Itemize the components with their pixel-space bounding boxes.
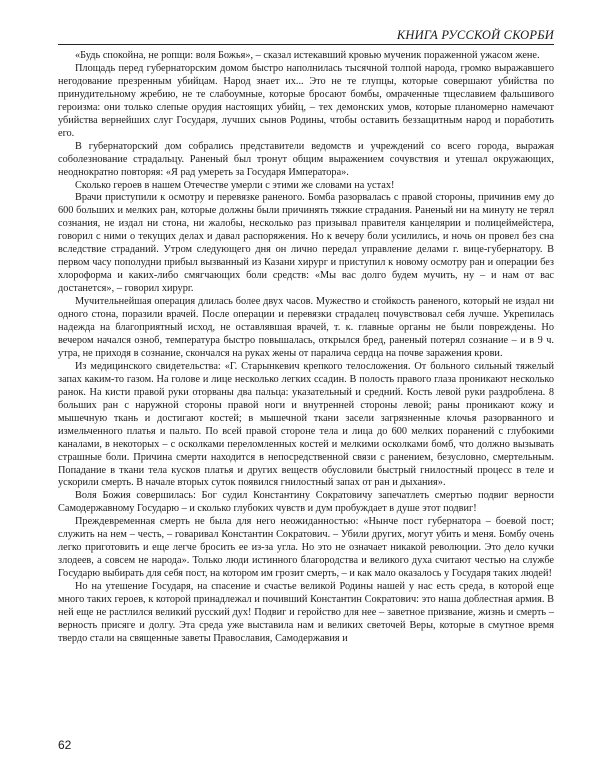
text-body	[58, 50, 554, 646]
paragraph: Воля Божия совершилась: Бог судил Константину Сократовичу запечатлеть смертью подвиг верности Самодержавному Государю – и сколько глубоких чувств и дум пробуждает в душе этот подвиг!	[58, 490, 554, 515]
paragraph: «Будь спокойна, не ропщи: воля Божья», – сказал истекавший кровью мученик пораженной ужасом жене.	[75, 50, 540, 61]
paragraph: Преждевременная смерть не была для него неожиданностью: «Нынче пост губернатора – боевой пост; служить на нем – честь, – говаривал Константин Сократович. – Убили других, могут убить и меня. Бомбу очень легко приготовить и еще легче бросить ее из-за угла. Но это не означает никакой революции. Это дело кучки злодеев, а совсем не народа». Только люди истинного благородства и великого духа считают честью на службе Государю выбирать для себя пост, на котором им грозит смерть, – и как мало оказалось у Государя таких людей!	[58, 516, 554, 580]
paragraph: Площадь перед губернаторским домом быстро наполнилась тысячной толпой народа, громко выражавшего негодование презренным убийцам. Народ знает их... Это не те глупцы, которые совершают убийства по принудительному жребию, не те слабоумные, которые бросают бомбы, омраченные тщеславием фальшивого героизма: они только слепые орудия настоящих убийц, – тех демонских умов, которые планомерно намечают убийства вернейших слуг Государя, лучших сынов Родины, чтобы оставить беззащитным народ и поработить его.	[58, 62, 554, 139]
paragraph: Но на утешение Государя, на спасение и счастье великой Родины нашей у нас есть среда, в которой еще много таких героев, к которой принадлежал и почивший Константин Сократович: это наша доблестная армия. В ней еще не растлился великий русский дух! Подвиг и геройство для нее – заветное призвание, жизнь и смерть – верность присяге и долгу. Эта среда уже выставила нам и великих светочей Веры, которые в смутное время твердо стали на священные заветы Православия, Самодержавия и	[58, 581, 554, 644]
paragraph: В губернаторский дом собрались представители ведомств и учреждений со всего города, выражая соболезнование страдальцу. Раненый был тронут общим выражением сочувствия и утешал окружающих, неоднократно повторяя: «Я рад умереть за Государя Императора».	[58, 140, 554, 178]
paragraph: Мучительнейшая операция длилась более двух часов. Мужество и стойкость раненого, который не издал ни одного стона, поразили врачей. После операции и перевязки страдалец почувствовал себя лучше. Укрепилась надежда на благоприятный исход, не оставлявшая врачей, т. к. главные органы не были повреждены. Но вечером начался озноб, температура быстро повышалась, открылся бред, раненый потерял сознание – и в 9 ч. утра, не приходя в сознание, скончался на руках жены от паралича сердца на почве заражения крови.	[58, 296, 554, 359]
running-head	[58, 29, 554, 45]
paragraph: Сколько героев в нашем Отечестве умерли с этими же словами на устах!	[75, 179, 395, 191]
paragraph: Из медицинского свидетельства: «Г. Старынкевич крепкого телосложения. От больного сильный тяжелый запах каким-то газом. На голове и лице несколько легких ссадин. В полость правого глаза проникают несколько ранок. На кисти правой руки оторваны два пальца: указательный и средний. Кость левой руки раздроблена. 8 больших ран с наружной стороны правой ноги и внутренней стороны левой; раны проникают кожу и мышечную ткань и достигают костей; в мышечной ткани засели загрязненные клочья разорванного и измельченного платья и пальто. По всей правой стороне тела и лица до 600 мелких поранений с глубокими каналами, в некоторых – с осколками переломленных костей и мелкими осколками бомб, что должно вызывать страшные боли. Причина смерти находится в непосредственной связи с ранением, безусловно, смертельным. Попадание в ткани тела кусков платья и других веществ обусловили быстрый гнилостный процесс в теле и ускорили смерть. В начале вторых суток появился гнилостный запах от ран и дыхания».	[58, 360, 554, 489]
paragraph: Врачи приступили к осмотру и перевязке раненого. Бомба разорвалась с правой стороны, причинив ему до 600 больших и мелких ран, которые должны были причинять тяжкие страдания. Раненый ни на минуту не терял сознания, не издал ни стона, ни жалобы, несколько раз призывал правителя канцелярии и полицеймейстера, говорил с ними о текущих делах и давал распоряжения. Но к вечеру боли усилились, и ночь он провел без сна вследствие страданий. Утром следующего дня он лично передал управление делами г. вице-губернатору. В первом часу пополудни прибыл вызванный из Казани хирург и приступил к новому осмотру ран и операции без хлороформа и каких-либо смягчающих боли средств: «Мы вас долго будем мучить, ну – и нам от вас достанется», – говорил хирург.	[58, 192, 554, 295]
page-number: 62	[58, 738, 72, 752]
running-title: КНИГА РУССКОЙ СКОРБИ	[396, 28, 554, 42]
